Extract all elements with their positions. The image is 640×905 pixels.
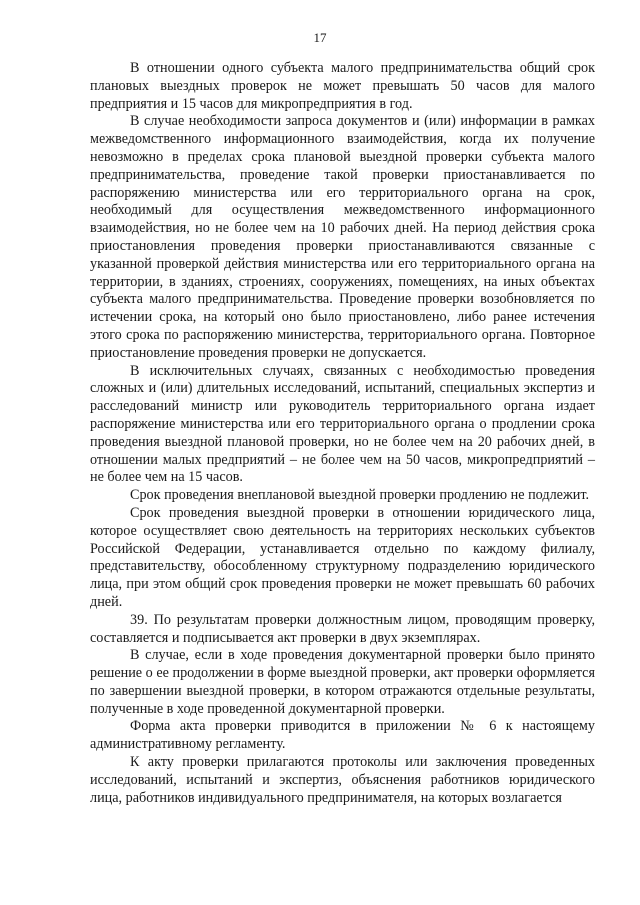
paragraph-clause-39: 39. По результатам проверки должностным лицом, проводящим проверку, составляется и подписывается акт проверки в двух экземплярах. xyxy=(90,611,595,646)
document-body xyxy=(90,60,595,807)
paragraph-small-business-limit: В отношении одного субъекта малого предпринимательства общий срок плановых выездных проверок не может превышать 50 часов для малого предприятия и 15 часов для микропредприятия в год. xyxy=(90,60,595,112)
paragraph-multi-region: Срок проведения выездной проверки в отношении юридического лица, которое осуществляет свою деятельность на территориях нескольких субъектов Российской Федерации, устанавливается отдельно по каждому филиалу, представительству, обособленному структурному подразделению юридического лица, при этом общий срок проведения проверки не может превышать 60 рабочих дней. xyxy=(90,504,595,610)
paragraph-documentary-continuation: В случае, если в ходе проведения документарной проверки было принято решение о ее продолжении в форме выездной проверки, акт проверки оформляется по завершении выездной проверки, в котором отражаются отдельные результаты, полученные в ходе проведенной документарной проверки. xyxy=(90,647,595,717)
paragraph-suspension: В случае необходимости запроса документов и (или) информации в рамках межведомственного информационного взаимодействия, когда их получение невозможно в пределах срока плановой выездной проверки субъекта малого предпринимательства, проведение такой проверки приостанавливается по распоряжению министерства или его территориального органа на срок, необходимый для осуществления межведомственного информационного взаимодействия, но не более чем на 10 рабочих дней. На период действия срока приостановления проведения проверки приостанавливаются связанные с указанной проверкой действия министерства или его территориального органа на территории, в зданиях, строениях, сооружениях, помещениях, на иных объектах субъекта малого предпринимательства. Проведение проверки возобновляется по истечении срока, на который оно было приостановлено, либо ранее истечения этого срока по распоряжению министерства, территориального органа. Повторное приостановление проведения проверки не допускается. xyxy=(90,113,595,361)
paragraph-extension: В исключительных случаях, связанных с необходимостью проведения сложных и (или) длительных исследований, испытаний, специальных экспертиз и расследований министр или руководитель территориального органа издает распоряжение министерства или его территориального органа о продлении срока проведения выездной плановой проверки, но не более чем на 20 рабочих дней, в отношении малых предприятий – не более чем на 50 часов, микропредприятий – не более чем на 15 часов. xyxy=(90,362,595,486)
paragraph-act-form: Форма акта проверки приводится в приложении № 6 к настоящему административному регламенту. xyxy=(90,718,595,753)
paragraph-attachments: К акту проверки прилагаются протоколы или заключения проведенных исследований, испытаний и экспертиз, объяснения работников юридического лица, работников индивидуального предпринимателя, на которых возлагается xyxy=(90,754,595,806)
page-number: 17 xyxy=(313,30,327,45)
paragraph-unscheduled-no-extension: Срок проведения внеплановой выездной проверки продлению не подлежит. xyxy=(130,487,590,504)
